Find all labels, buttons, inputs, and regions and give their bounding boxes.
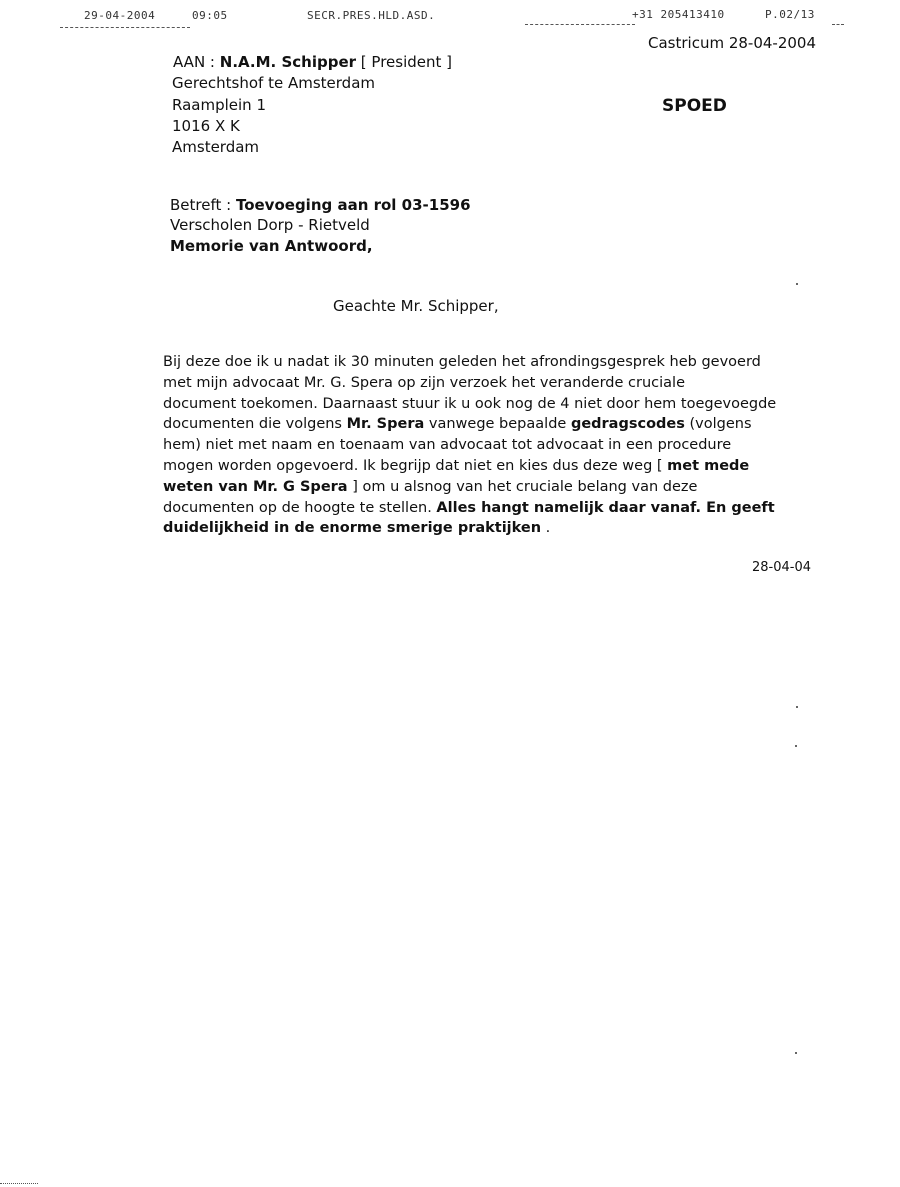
fax-header-rule-far-right — [832, 24, 844, 25]
salutation: Geachte Mr. Schipper, — [333, 297, 499, 315]
body-line — [163, 414, 823, 435]
body-paragraph — [163, 352, 823, 539]
body-emphasis: Alles hangt namelijk daar vanaf. En geeft — [436, 499, 775, 516]
body-emphasis: Mr. Spera — [346, 416, 425, 433]
subject-parties: Verscholen Dorp - Rietveld — [170, 216, 370, 234]
subject-document: Memorie van Antwoord, — [170, 237, 373, 255]
scan-edge-dots — [0, 1183, 38, 1184]
body-line — [163, 477, 823, 498]
recipient-name: N.A.M. Schipper — [219, 53, 357, 71]
scan-speck — [796, 283, 798, 285]
fax-date: 29-04-2004 — [84, 9, 156, 22]
body-emphasis: duidelijkheid in de enorme smerige praktijken — [163, 520, 542, 537]
body-line — [163, 498, 823, 519]
body-line — [163, 456, 823, 477]
closing-date: 28-04-04 — [752, 560, 812, 575]
scan-speck — [796, 706, 798, 708]
fax-sender: SECR.PRES.HLD.ASD. — [307, 9, 436, 22]
recipient-postcode: 1016 X K — [172, 117, 240, 135]
recipient-city: Amsterdam — [172, 138, 260, 156]
urgent-label: SPOED — [662, 96, 727, 116]
subject-line — [170, 195, 471, 215]
fax-phone: +31 205413410 — [632, 8, 725, 21]
body-line: document toekomen. Daarnaast stuur ik u ook nog de 4 niet door hem toegevoegde — [163, 395, 777, 412]
body-text: documenten die volgens — [163, 416, 347, 433]
fax-header-rule-right — [525, 24, 635, 25]
fax-page: P.02/13 — [765, 8, 815, 21]
body-line: hem) niet met naam en toenaam van advocaat tot advocaat in een procedure — [163, 437, 732, 454]
scan-speck — [795, 1052, 797, 1054]
body-text: . — [541, 520, 551, 537]
body-text: vanwege bepaalde — [424, 416, 571, 433]
body-text: (volgens — [684, 416, 752, 433]
recipient-street: Raamplein 1 — [172, 96, 266, 114]
place-date: Castricum 28-04-2004 — [648, 34, 817, 52]
body-text: documenten op de hoogte te stellen. — [163, 499, 437, 516]
body-line: met mijn advocaat Mr. G. Spera op zijn verzoek het veranderde cruciale — [163, 374, 685, 391]
recipient-prefix: AAN : — [173, 53, 220, 71]
body-text: ] om u alsnog van het cruciale belang van deze — [347, 478, 698, 495]
subject-title: Toevoeging aan rol 03-1596 — [235, 196, 471, 214]
recipient-institution: Gerechtshof te Amsterdam — [172, 74, 376, 92]
subject-prefix: Betreft : — [170, 196, 236, 214]
fax-header-rule-left — [60, 27, 190, 28]
body-emphasis: met mede — [667, 457, 750, 474]
body-text: mogen worden opgevoerd. Ik begrijp dat niet en kies dus deze weg [ — [163, 457, 668, 474]
recipient-line — [173, 52, 452, 72]
body-line: Bij deze doe ik u nadat ik 30 minuten geleden het afrondingsgesprek heb gevoerd — [163, 354, 761, 370]
fax-time: 09:05 — [192, 9, 228, 22]
recipient-role: [ President ] — [360, 53, 453, 71]
body-emphasis: weten van Mr. G Spera — [163, 478, 348, 495]
body-line — [163, 518, 823, 539]
body-emphasis: gedragscodes — [570, 416, 685, 433]
scan-speck — [795, 745, 797, 747]
